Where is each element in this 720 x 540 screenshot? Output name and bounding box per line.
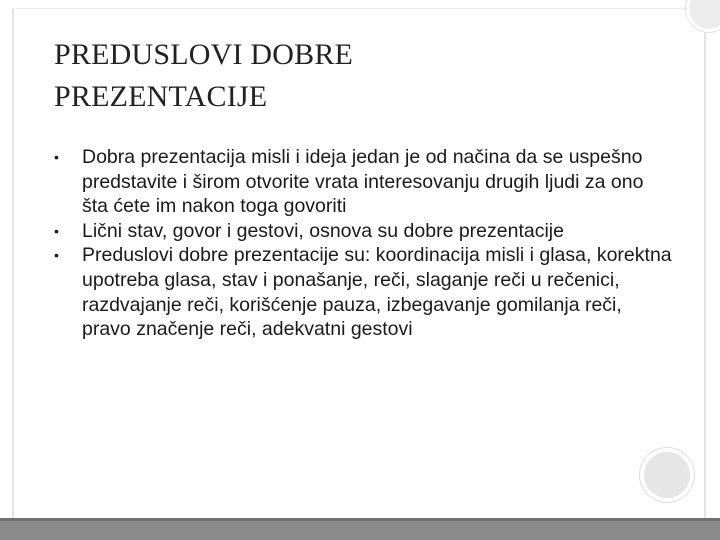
decorative-circle-bottom (640, 448, 694, 502)
bullet-item (54, 145, 674, 219)
slide-title (54, 34, 614, 118)
bullet-item (54, 243, 674, 341)
slide-title-line-2: PREZENTACIJE (54, 80, 268, 113)
slide-title-line-1: PREDUSLOVI DOBRE (54, 38, 354, 71)
bullet-list (54, 145, 674, 342)
bullet-icon: • (54, 222, 59, 239)
bottom-bar-accent (0, 518, 720, 521)
bottom-bar (0, 518, 720, 540)
bullet-text: Preduslovi dobre prezentacije su: koordinacija misli i glasa, korektna upotreba glasa, stav i ponašanje, reči, slaganje reči u rečenici, razdvajanje reči, korišćenje pauza, izbegavanje gomilanja reči, pravo značenje reči, adekvatni gestovi (82, 244, 672, 341)
bullet-text: Dobra prezentacija misli i ideja jedan je od načina da se uspešno predstavite i širom otvorite vrata interesovanju drugih ljudi za ono šta ćete im nakon toga govoriti (82, 146, 644, 218)
bullet-item (54, 219, 674, 244)
bullet-icon: • (54, 149, 59, 165)
bullet-icon: • (54, 247, 59, 264)
bullet-text: Lični stav, govor i gestovi, osnova su dobre prezentacije (82, 219, 564, 242)
